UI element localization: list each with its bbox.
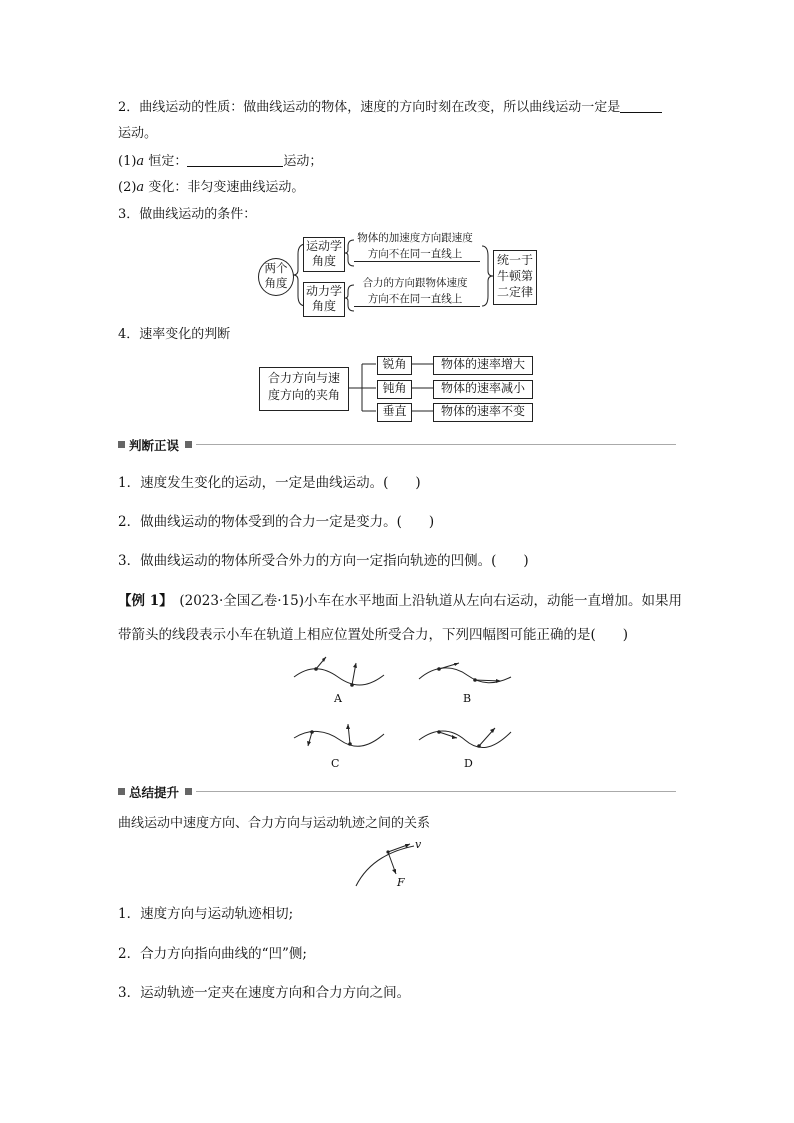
a-symbol: a <box>136 180 145 195</box>
velocity-label: v <box>415 838 422 851</box>
figure-a-label: A <box>334 692 342 705</box>
figure-c-label: C <box>331 757 340 770</box>
summary-title: 总结提升 <box>129 785 180 800</box>
a-change-line <box>118 179 304 197</box>
dynamics-desc-2: 方向不在同一直线上 <box>367 293 463 305</box>
a-change-prefix: (2) <box>118 180 137 195</box>
a-const-prefix: (1) <box>118 154 137 169</box>
section-rule <box>196 444 676 445</box>
judge-item-3: 3．做曲线运动的物体所受合外力的方向一定指向轨迹的凹侧。( ) <box>118 553 529 569</box>
a-change-text: 变化：非匀变速曲线运动。 <box>144 180 305 195</box>
rate-connectors-2 <box>411 358 435 428</box>
section-marker-icon <box>118 441 125 448</box>
judge-item-2: 2．做曲线运动的物体受到的合力一定是变力。( ) <box>118 514 435 530</box>
figure-d-label: D <box>464 757 473 770</box>
a-constant-line <box>118 152 322 171</box>
judge-title: 判断正误 <box>129 438 180 453</box>
a-const-text: 恒定： <box>144 154 188 169</box>
a-const-end: 运动； <box>283 154 323 169</box>
dynamics-underline <box>354 306 480 307</box>
kinematics-underline <box>354 261 480 262</box>
summary-item-2: 2．合力方向指向曲线的“凹”侧; <box>118 946 307 962</box>
section-rule <box>196 791 676 792</box>
rate-angle-obtuse: 钝角 <box>377 380 412 399</box>
kinematics-box <box>303 237 345 272</box>
dynamics-desc-1: 合力的方向跟物体速度 <box>362 277 468 289</box>
unified-label: 统一于牛顿第二定律 <box>496 253 533 299</box>
section-marker-icon <box>118 788 125 795</box>
rate-result-constant: 物体的速率不变 <box>433 403 533 422</box>
summary-item-1: 1．速度方向与运动轨迹相切; <box>118 906 294 922</box>
velocity-force-figure <box>354 840 434 890</box>
rate-root-label: 合力方向与速度方向的夹角 <box>267 371 340 402</box>
judge-item-1: 1．速度发生变化的运动，一定是曲线运动。( ) <box>118 475 421 491</box>
summary-item-3: 3．运动轨迹一定夹在速度方向和合力方向之间。 <box>118 985 411 1001</box>
nature-line-1 <box>118 98 662 117</box>
section-marker-icon <box>185 788 192 795</box>
figure-b <box>415 655 515 695</box>
blank-1[interactable] <box>620 98 662 113</box>
nature-text: 2．曲线运动的性质：做曲线运动的物体，速度的方向时刻在改变，所以曲线运动一定是 <box>118 100 621 115</box>
two-angles-node <box>258 258 294 296</box>
figure-b-label: B <box>463 692 472 705</box>
kinematics-desc-2: 方向不在同一直线上 <box>367 248 463 260</box>
rate-angle-acute: 锐角 <box>377 356 412 375</box>
dynamics-box <box>303 282 345 317</box>
example-line-1 <box>118 591 682 611</box>
force-label: F <box>397 876 405 889</box>
summary-heading: 曲线运动中速度方向、合力方向与运动轨迹之间的关系 <box>118 816 431 831</box>
figure-d <box>415 722 515 762</box>
dynamics-label: 动力学角度 <box>306 284 343 313</box>
conditions-heading: 3．做曲线运动的条件： <box>118 207 257 222</box>
example-line-2: 带箭头的线段表示小车在轨道上相应位置处所受合力，下列四幅图可能正确的是( ) <box>118 627 629 643</box>
rate-heading: 4．速率变化的判断 <box>118 327 231 342</box>
blank-2[interactable] <box>187 152 283 167</box>
rate-result-increase: 物体的速率增大 <box>433 356 533 375</box>
example-tag: 【例 1】 <box>118 593 166 609</box>
section-marker-icon <box>185 441 192 448</box>
example-text-1: (2023·全国乙卷·15)小车在水平地面上沿轨道从左向右运动，动能一直增加。如果用 <box>165 593 682 609</box>
two-angles-label: 两个角度 <box>264 261 288 290</box>
rate-angle-right: 垂直 <box>377 403 412 422</box>
figure-a <box>290 655 390 695</box>
a-symbol: a <box>136 154 145 169</box>
rate-result-decrease: 物体的速率减小 <box>433 380 533 399</box>
kinematics-desc-1: 物体的加速度方向跟速度 <box>357 232 473 244</box>
unified-box <box>493 250 537 305</box>
kinematics-label: 运动学角度 <box>306 239 343 268</box>
figure-c <box>290 722 390 762</box>
nature-line-1-end: 运动。 <box>118 126 158 141</box>
rate-root-box <box>259 367 349 411</box>
